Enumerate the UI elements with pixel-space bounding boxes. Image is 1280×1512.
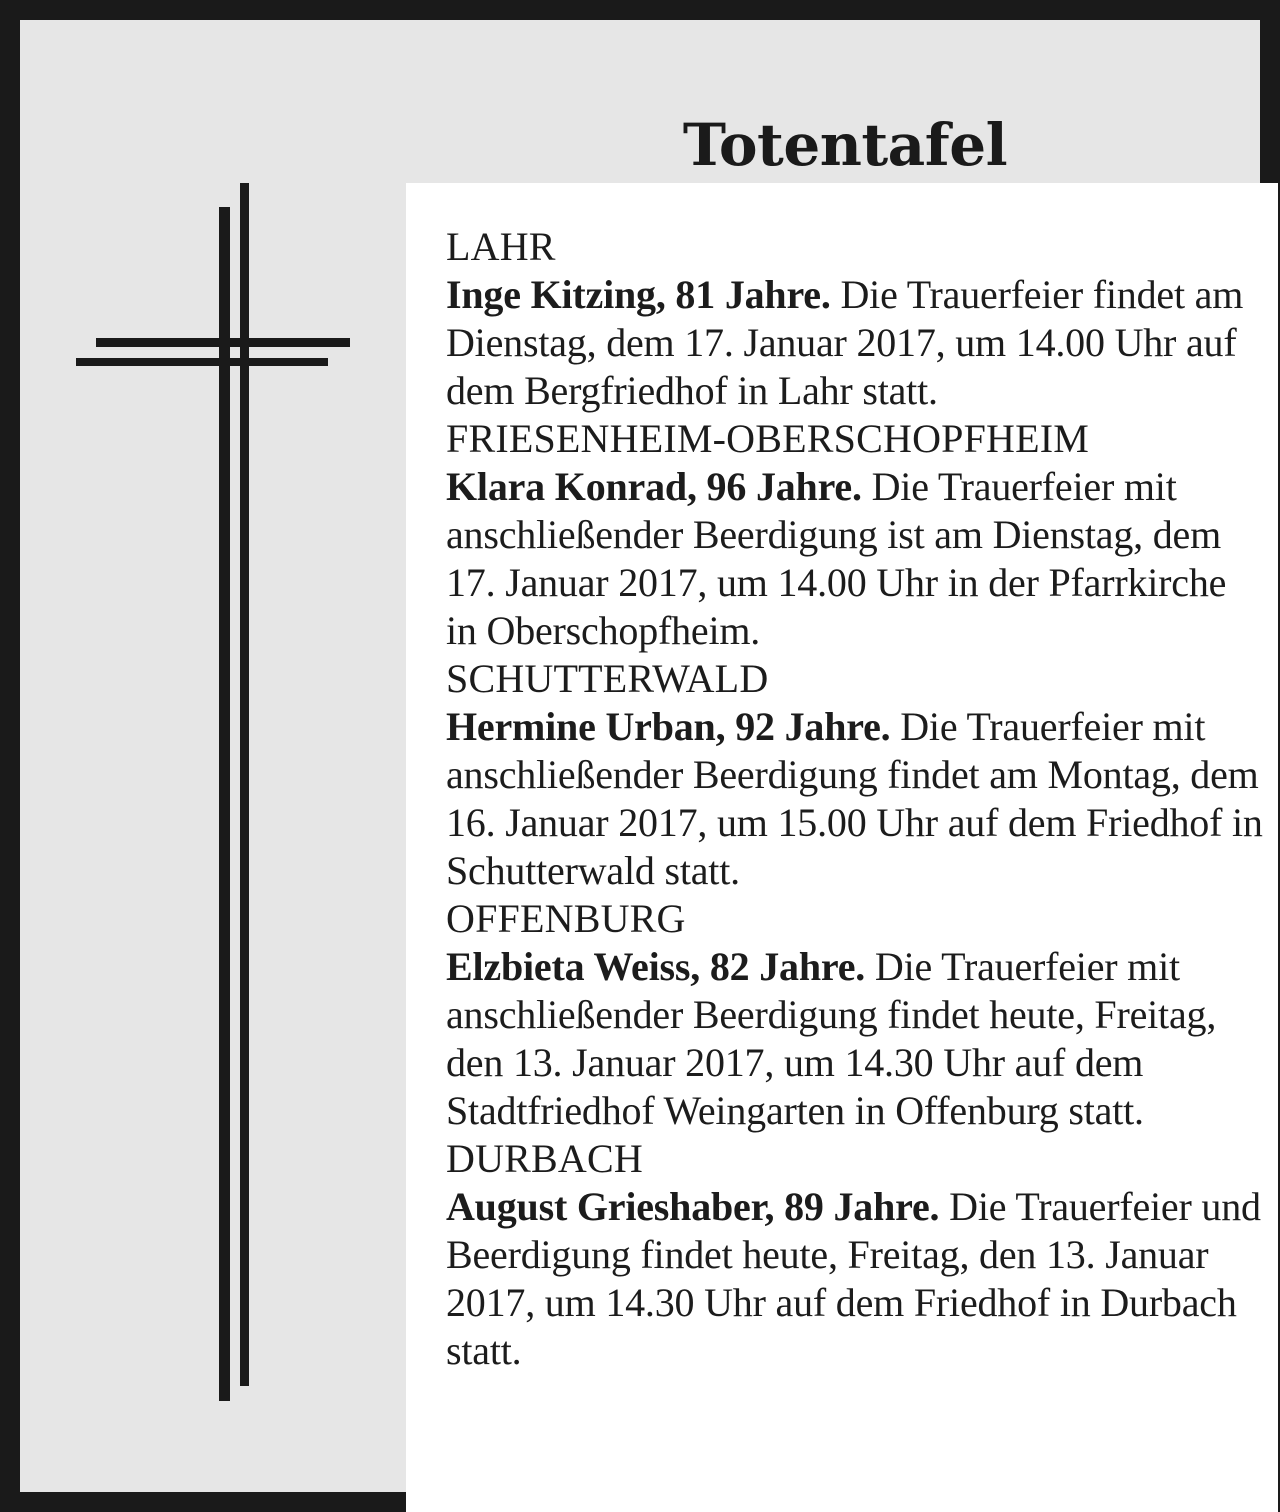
entry-town: FRIESENHEIM-OBERSCHOPFHEIM xyxy=(446,416,1090,461)
entry-town: LAHR xyxy=(446,224,556,269)
obituary-panel xyxy=(406,183,1278,1512)
entry-text: Die Trauerfeier mit anschließender Beerdigung findet heute, Freitag, den 13. Januar 2017, um 14.30 Uhr auf dem Stadtfriedhof Weingarten in Offenburg statt. xyxy=(446,944,1217,1133)
obituary-entry xyxy=(446,655,1266,895)
obituary-entry xyxy=(446,415,1266,655)
entry-body xyxy=(446,703,1266,895)
entry-body xyxy=(446,1183,1266,1375)
entry-body xyxy=(446,271,1266,415)
entry-name: August Grieshaber, 89 Jahre. xyxy=(446,1184,940,1229)
obituary-entry xyxy=(446,895,1266,1135)
entry-text: Die Trauerfeier mit anschließender Beerdigung findet am Montag, dem 16. Januar 2017, um 15.00 Uhr auf dem Friedhof in Schutterwald statt. xyxy=(446,704,1263,893)
page-title: Totentafel xyxy=(682,110,1008,179)
entry-body xyxy=(446,943,1266,1135)
entry-name: Klara Konrad, 96 Jahre. xyxy=(446,464,862,509)
obituary-list xyxy=(446,223,1266,1375)
entry-name: Elzbieta Weiss, 82 Jahre. xyxy=(446,944,866,989)
entry-text: Die Trauerfeier mit anschließender Beerdigung ist am Dienstag, dem 17. Januar 2017, um 14.00 Uhr in der Pfarrkirche in Oberschopfheim. xyxy=(446,464,1227,653)
entry-town: DURBACH xyxy=(446,1136,643,1181)
obituary-entry xyxy=(446,223,1266,415)
entry-town: SCHUTTERWALD xyxy=(446,656,769,701)
obituary-entry xyxy=(446,1135,1266,1375)
entry-town: OFFENBURG xyxy=(446,896,686,941)
entry-name: Inge Kitzing, 81 Jahre. xyxy=(446,272,831,317)
entry-text: Die Trauerfeier findet am Dienstag, dem 17. Januar 2017, um 14.00 Uhr auf dem Bergfriedhof in Lahr statt. xyxy=(446,272,1244,413)
cross-icon xyxy=(76,183,352,1401)
entry-body xyxy=(446,463,1266,655)
entry-text: Die Trauerfeier und Beerdigung findet heute, Freitag, den 13. Januar 2017, um 14.30 Uhr auf dem Friedhof in Durbach statt. xyxy=(446,1184,1261,1373)
entry-name: Hermine Urban, 92 Jahre. xyxy=(446,704,891,749)
